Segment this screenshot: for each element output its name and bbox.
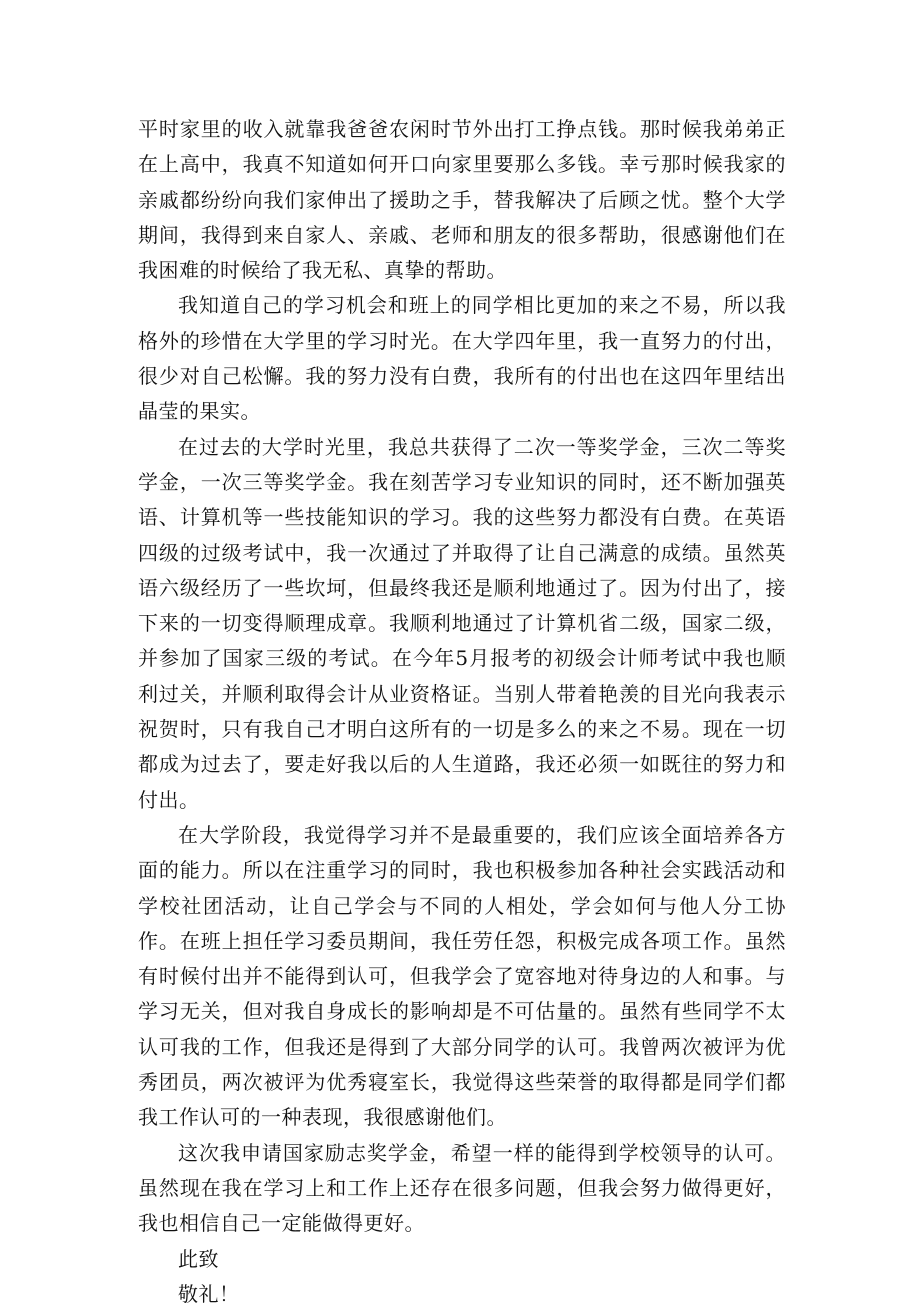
paragraph-family-support: 平时家里的收入就靠我爸爸农闲时节外出打工挣点钱。那时候我弟弟正在上高中，我真不知道如何开口向家里要那么多钱。幸亏那时候我家的亲戚都纷纷向我们家伸出了援助之手，替我解决了后顾之忧。整个大学期间，我得到来自家人、亲戚、老师和朋友的很多帮助，很感谢他们在我困难的时候给了我无私、真挚的帮助。 [138,117,786,283]
document-page [138,112,786,1312]
paragraph-scholarships-achievements: 在过去的大学时光里，我总共获得了二次一等奖学金，三次二等奖学金，一次三等奖学金。我在刻苦学习专业知识的同时，还不断加强英语、计算机等一些技能知识的学习。我的这些努力都没有白费。在英语四级的过级考试中，我一次通过了并取得了让自己满意的成绩。虽然英语六级经历了一些坎坷，但最终我还是顺利地通过了。因为付出了，接下来的一切变得顺理成章。我顺利地通过了计算机省二级，国家二级，并参加了国家三级的考试。在今年5月报考的初级会计师考试中我也顺利过关，并顺利取得会计从业资格证。当别人带着艳羡的目光向我表示祝贺时，只有我自己才明白这所有的一切是多么的来之不易。现在一切都成为过去了，要走好我以后的人生道路，我还必须一如既往的努力和付出。 [138,434,786,812]
paragraph-study-opportunity: 我知道自己的学习机会和班上的同学相比更加的来之不易，所以我格外的珍惜在大学里的学习时光。在大学四年里，我一直努力的付出，很少对自己松懈。我的努力没有白费，我所有的付出也在这四年里结出晶莹的果实。 [138,293,786,424]
closing-regards: 敬礼！ [178,1281,240,1306]
paragraph-activities-abilities: 在大学阶段，我觉得学习并不是最重要的，我们应该全面培养各方面的能力。所以在注重学习的同时，我也积极参加各种社会实践活动和学校社团活动，让自己学会与不同的人相处，学会如何与他人分工协作。在班上担任学习委员期间，我任劳任怨，积极完成各项工作。虽然有时候付出并不能得到认可，但我学会了宽容地对待身边的人和事。与学习无关，但对我自身成长的影响却是不可估量的。虽然有些同学不太认可我的工作，但我还是得到了大部分同学的认可。我曾两次被评为优秀团员，两次被评为优秀寝室长，我觉得这些荣誉的取得都是同学们都我工作认可的一种表现，我很感谢他们。 [138,822,786,1130]
closing-salutation: 此致 [178,1246,219,1271]
paragraph-application: 这次我申请国家励志奖学金，希望一样的能得到学校领导的认可。虽然现在我在学习上和工作上还存在很多问题，但我会努力做得更好，我也相信自己一定能做得更好。 [138,1140,786,1236]
